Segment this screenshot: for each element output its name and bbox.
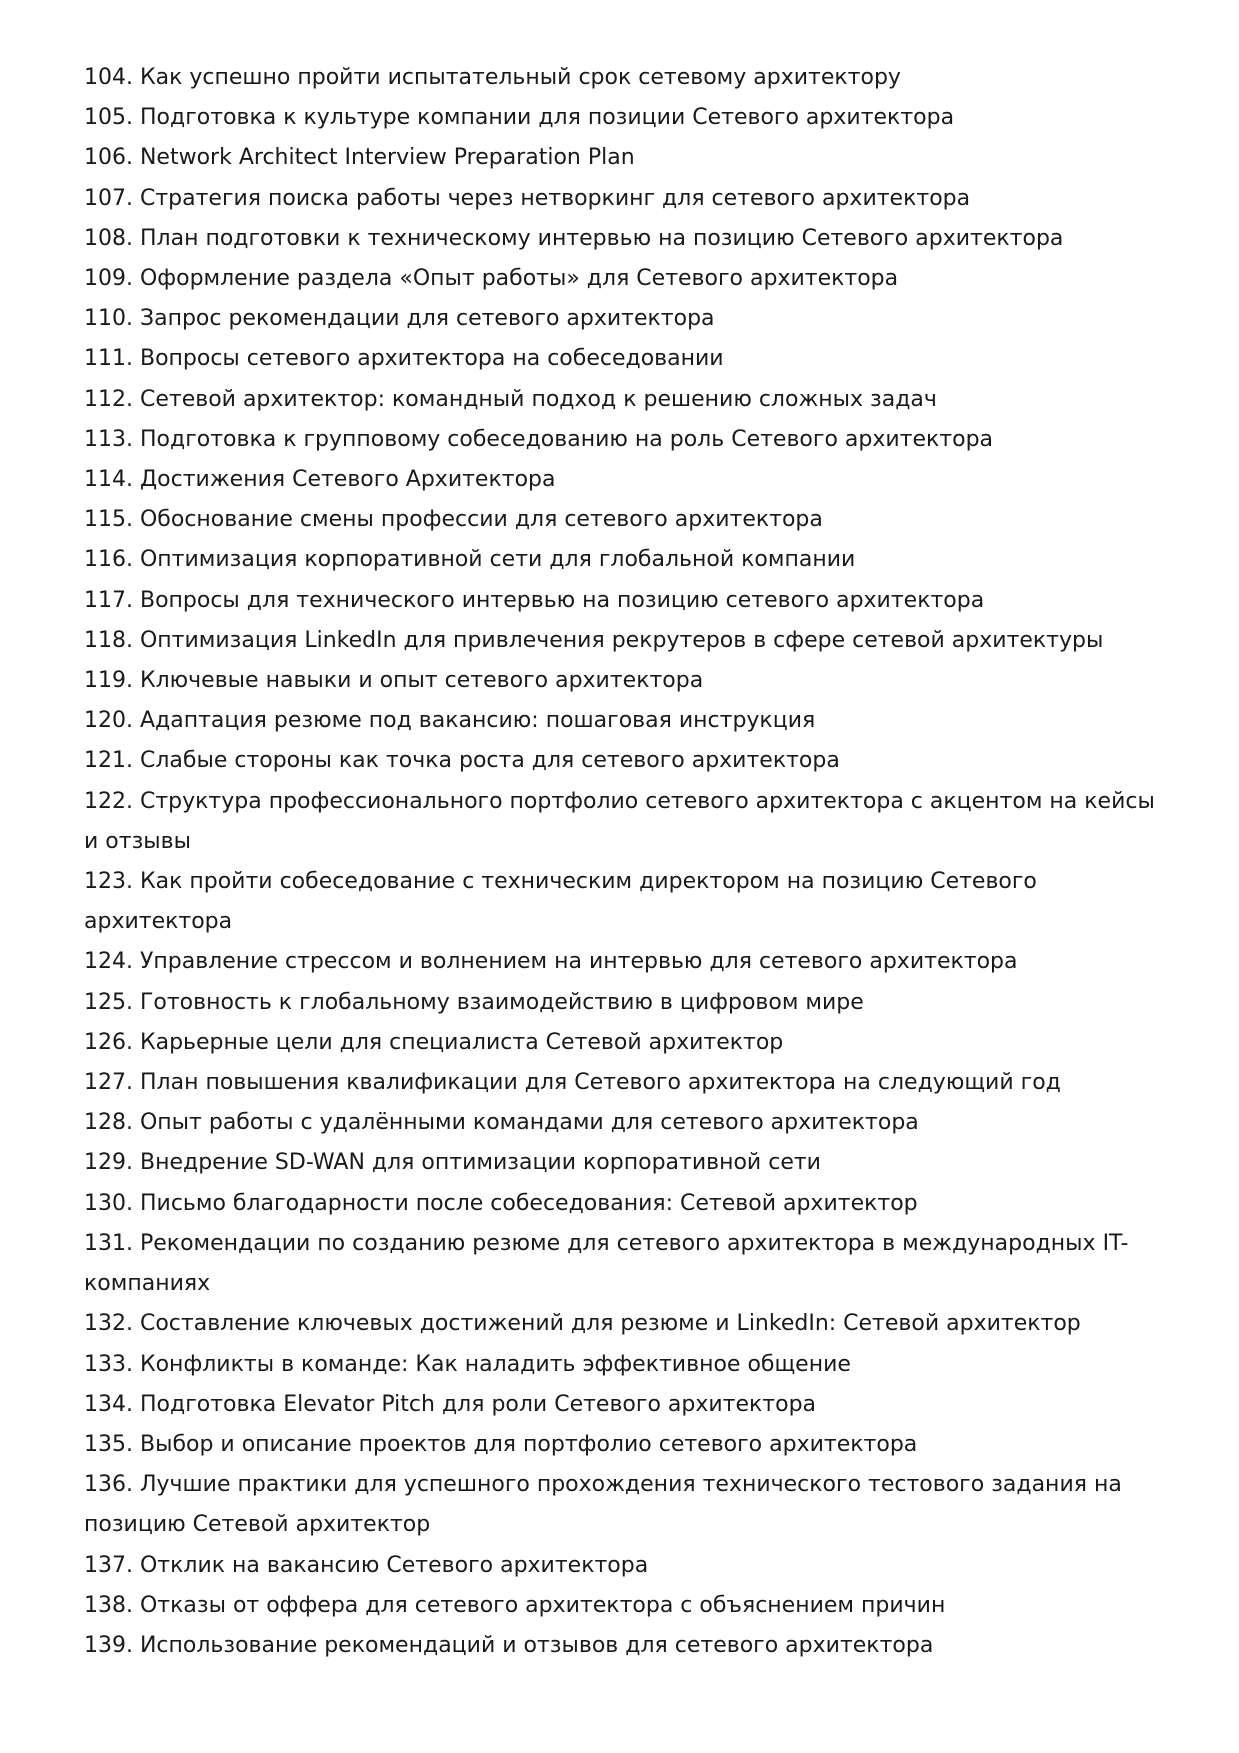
list-item: 123. Как пройти собеседование с техническим директором на позицию Сетевого архитектора: [84, 869, 1037, 935]
list-item: 111. Вопросы сетевого архитектора на собеседовании: [84, 346, 724, 372]
list-item: 124. Управление стрессом и волнением на интервью для сетевого архитектора: [84, 949, 1018, 975]
list-item: 116. Оптимизация корпоративной сети для глобальной компании: [84, 547, 856, 573]
list-item: 122. Структура профессионального портфолио сетевого архитектора с акцентом на кейсы и отзывы: [84, 788, 1155, 854]
list-item: 106. Network Architect Interview Preparation Plan: [84, 145, 635, 171]
list-item: 110. Запрос рекомендации для сетевого архитектора: [84, 306, 715, 332]
list-item: 118. Оптимизация LinkedIn для привлечения рекрутеров в сфере сетевой архитектуры: [84, 627, 1104, 653]
list-item: 119. Ключевые навыки и опыт сетевого архитектора: [84, 668, 704, 694]
list-item: 112. Сетевой архитектор: командный подход к решению сложных задач: [84, 386, 937, 412]
list-item: 115. Обоснование смены профессии для сетевого архитектора: [84, 507, 823, 533]
list-item: 107. Стратегия поиска работы через нетворкинг для сетевого архитектора: [84, 185, 971, 211]
list-item: 135. Выбор и описание проектов для портфолио сетевого архитектора: [84, 1431, 918, 1457]
list-item: 129. Внедрение SD-WAN для оптимизации корпоративной сети: [84, 1150, 821, 1176]
list-item: 139. Использование рекомендаций и отзывов для сетевого архитектора: [84, 1632, 934, 1658]
list-item: 120. Адаптация резюме под вакансию: пошаговая инструкция: [84, 708, 816, 734]
list-item: 105. Подготовка к культуре компании для позиции Сетевого архитектора: [84, 105, 955, 131]
list-item: 104. Как успешно пройти испытательный срок сетевому архитектору: [84, 65, 901, 90]
list-item: 113. Подготовка к групповому собеседованию на роль Сетевого архитектора: [84, 426, 994, 452]
list-item: 128. Опыт работы с удалёнными командами для сетевого архитектора: [84, 1110, 919, 1136]
list-item: 132. Составление ключевых достижений для резюме и LinkedIn: Сетевой архитектор: [84, 1311, 1081, 1337]
list-item: 131. Рекомендации по созданию резюме для сетевого архитектора в международных IT-компаниях: [84, 1230, 1129, 1297]
list-item: 138. Отказы от оффера для сетевого архитектора с объяснением причин: [84, 1592, 946, 1618]
list-item: 134. Подготовка Elevator Pitch для роли Сетевого архитектора: [84, 1391, 817, 1417]
list-item: 136. Лучшие практики для успешного прохождения технического тестового задания на позицию Сетевой архитектор: [84, 1472, 1122, 1538]
document-page: [84, 58, 1164, 1666]
list-item: 109. Оформление раздела «Опыт работы» для Сетевого архитектора: [84, 266, 899, 292]
list-item: 108. План подготовки к техническому интервью на позицию Сетевого архитектора: [84, 225, 1064, 251]
list-item: 127. План повышения квалификации для Сетевого архитектора на следующий год: [84, 1070, 1061, 1096]
list-item: 125. Готовность к глобальному взаимодействию в цифровом мире: [84, 989, 864, 1015]
list-item: 114. Достижения Сетевого Архитектора: [84, 467, 556, 493]
list-item: 133. Конфликты в команде: Как наладить эффективное общение: [84, 1351, 851, 1377]
list-item: 121. Слабые стороны как точка роста для сетевого архитектора: [84, 748, 840, 774]
list-item: 137. Отклик на вакансию Сетевого архитектора: [84, 1552, 649, 1578]
list-item: 126. Карьерные цели для специалиста Сетевой архитектор: [84, 1029, 784, 1055]
list-item: 117. Вопросы для технического интервью на позицию сетевого архитектора: [84, 587, 985, 613]
list-item: 130. Письмо благодарности после собеседования: Сетевой архитектор: [84, 1190, 918, 1216]
